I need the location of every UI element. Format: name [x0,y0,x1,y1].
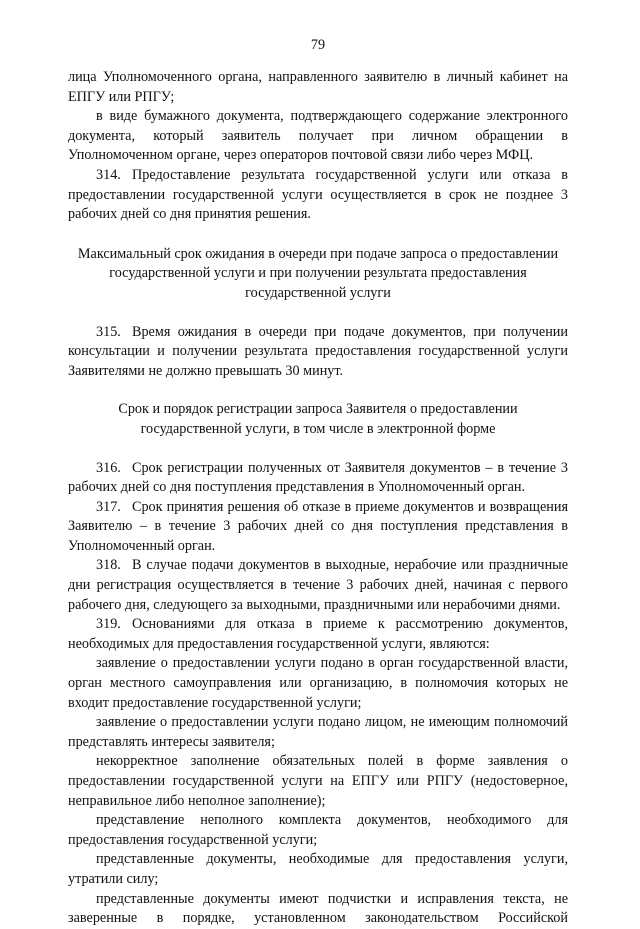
item-text: Срок принятия решения об отказе в приеме документов и возвращения Заявителю – в течение 3 рабочих дней со дня поступления представления в Уполномоченный орган. [68,498,568,554]
page-number: 79 [310,37,326,53]
document-body [68,68,568,929]
item-number: 318. [96,557,121,574]
item-number: 319. [96,616,121,633]
refusal-ground-item: некорректное заполнение обязательных полей в форме заявления о предоставлении государственной услуги на ЕПГУ или РПГУ (недостоверное, неправильное либо неполное заполнение); [68,753,568,809]
item-318 [68,556,568,615]
section-heading-max-wait: Максимальный срок ожидания в очереди при подаче запроса о предоставлении государственной услуги и при получении результата предоставления государственной услуги [77,245,559,301]
item-319 [68,615,568,654]
item-number: 317. [96,498,121,515]
paper-document-paragraph: в виде бумажного документа, подтверждающего содержание электронного документа, который заявитель получает при личном обращении в Уполномоченном органе, через операторов почтовой связи либо через МФЦ. [68,108,568,164]
section-heading-registration: Срок и порядок регистрации запроса Заявителя о предоставлении государственной услуги, в том числе в электронной форме [118,401,518,437]
spacer [68,304,568,323]
spacer [68,225,568,245]
item-315 [68,323,568,382]
item-number: 316. [96,459,121,476]
refusal-ground-item: представление неполного комплекта документов, необходимого для предоставления государственной услуги; [68,812,568,848]
item-number: 315. [96,323,121,340]
item-314 [68,166,568,225]
item-316 [68,459,568,498]
refusal-ground-item: представленные документы, необходимые для предоставления услуги, утратили силу; [68,851,568,887]
item-text: Время ожидания в очереди при подаче документов, при получении консультации и получении результата предоставления государственной услуги Заявителями не должно превышать 30 минут. [68,323,568,379]
spacer [68,440,568,459]
item-text: Основаниями для отказа в приеме к рассмотрению документов, необходимых для предоставления государственной услуги, являются: [68,616,568,652]
item-text: Предоставление результата государственной услуги или отказа в предоставлении государственной услуги осуществляется в срок не позднее 3 рабочих дней со дня принятия решения. [68,166,568,223]
item-text: Срок регистрации полученных от Заявителя документов – в течение 3 рабочих дней со дня поступления представления в Уполномоченный орган. [68,459,568,496]
spacer [68,381,568,400]
refusal-ground-item: представленные документы имеют подчистки и исправления текста, не заверенные в порядке, установленном законодательством Российской [68,890,568,927]
refusal-ground-item: заявление о предоставлении услуги подано лицом, не имеющим полномочий представлять интересы заявителя; [68,714,568,750]
item-317 [68,498,568,557]
continuation-paragraph: лица Уполномоченного органа, направленного заявителю в личный кабинет на ЕПГУ или РПГУ; [68,69,568,105]
item-text: В случае подачи документов в выходные, нерабочие или праздничные дни регистрация осуществляется в течение 3 рабочих дней, начиная с первого рабочего дня, следующего за выходными, праздничными или нерабочими днями. [68,557,568,613]
item-number: 314. [96,166,121,183]
refusal-ground-item: заявление о предоставлении услуги подано в орган государственной власти, орган местного самоуправления или организацию, в полномочия которых не входит предоставление государственной услуги; [68,655,568,711]
